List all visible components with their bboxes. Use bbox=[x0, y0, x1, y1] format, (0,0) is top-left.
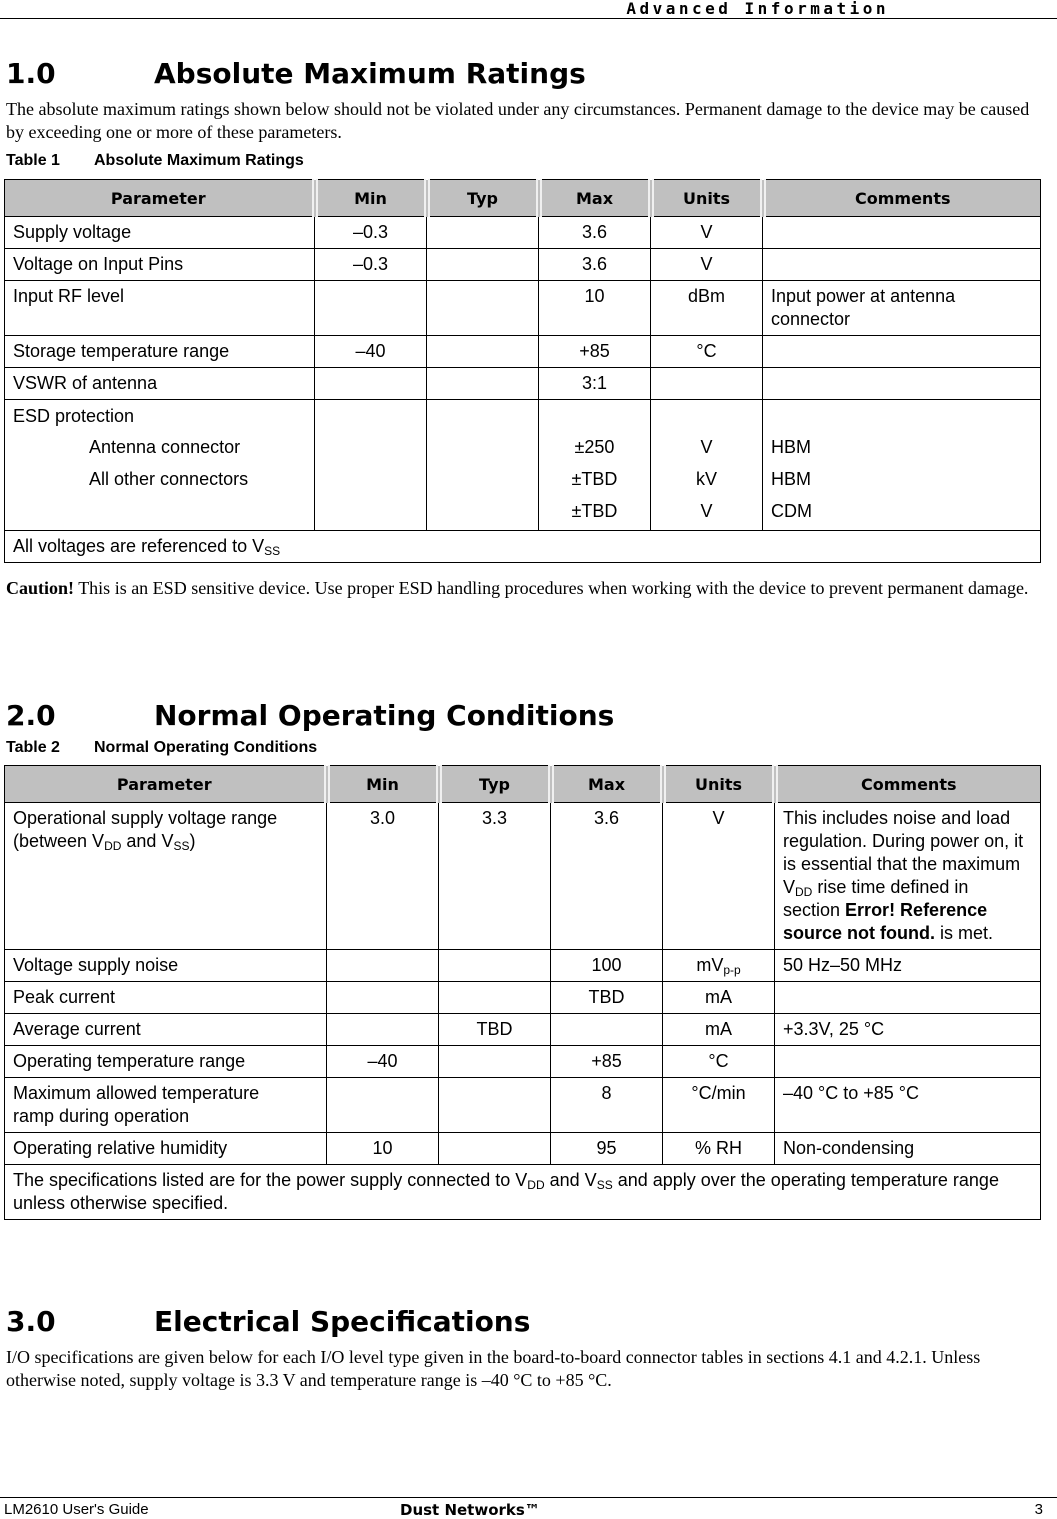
esd-comment-3: CDM bbox=[771, 501, 812, 521]
esd-comment-2: HBM bbox=[771, 469, 811, 489]
normal-operating-conditions-table bbox=[4, 765, 1041, 1220]
cell-comments: –40 °C to +85 °C bbox=[775, 1078, 1041, 1133]
table-row bbox=[5, 1046, 1041, 1078]
table-1-title: Absolute Maximum Ratings bbox=[94, 152, 304, 169]
col-header-max: Max bbox=[539, 180, 651, 217]
cell-units bbox=[651, 368, 763, 400]
cell-comments bbox=[775, 1046, 1041, 1078]
param-text-end: ) bbox=[189, 831, 196, 851]
table-row bbox=[5, 950, 1041, 982]
cell-typ: TBD bbox=[439, 1014, 551, 1046]
table-row bbox=[5, 982, 1041, 1014]
table-row bbox=[5, 1078, 1041, 1133]
footer-page-number: 3 bbox=[1034, 1501, 1043, 1518]
section-2-title: Normal Operating Conditions bbox=[154, 699, 615, 732]
cell-min bbox=[315, 368, 427, 400]
table-row bbox=[5, 336, 1041, 368]
col-header-units: Units bbox=[663, 766, 775, 803]
cell-typ bbox=[427, 400, 539, 531]
cell-typ bbox=[439, 1078, 551, 1133]
cell-min: –40 bbox=[315, 336, 427, 368]
absolute-max-ratings-table bbox=[4, 179, 1041, 563]
cell-min bbox=[327, 1014, 439, 1046]
esd-max-1: ±250 bbox=[574, 437, 615, 457]
cell-parameter: Voltage supply noise bbox=[5, 950, 327, 982]
cell-typ bbox=[427, 281, 539, 336]
cell-units: V bbox=[651, 249, 763, 281]
table-1-number: Table 1 bbox=[6, 152, 60, 169]
cell-typ bbox=[427, 336, 539, 368]
cell-typ bbox=[427, 368, 539, 400]
cell-min: –0.3 bbox=[315, 217, 427, 249]
esd-comment-1: HBM bbox=[771, 437, 811, 457]
cell-comments: 50 Hz–50 MHz bbox=[775, 950, 1041, 982]
section-2-number: 2.0 bbox=[6, 699, 56, 732]
section-1-number: 1.0 bbox=[6, 57, 56, 90]
cell-min: –40 bbox=[327, 1046, 439, 1078]
note-text-end: and apply over the operating temperature range unless otherwise specified. bbox=[13, 1170, 999, 1213]
esd-unit-3: V bbox=[700, 501, 713, 521]
cell-max: 3.6 bbox=[539, 249, 651, 281]
cell-comments bbox=[763, 217, 1041, 249]
section-2-heading bbox=[6, 699, 614, 733]
footer-company: Dust Networks™ bbox=[400, 1501, 540, 1519]
cell-units-esd bbox=[651, 400, 763, 531]
cell-min: –0.3 bbox=[315, 249, 427, 281]
cell-max: +85 bbox=[551, 1046, 663, 1078]
esd-antenna-connector: Antenna connector bbox=[89, 437, 241, 457]
table-1-note bbox=[5, 531, 1041, 563]
cell-typ bbox=[427, 217, 539, 249]
cell-units: mA bbox=[663, 982, 775, 1014]
cell-min: 10 bbox=[327, 1133, 439, 1165]
cell-typ bbox=[427, 249, 539, 281]
esd-unit-2: kV bbox=[695, 469, 717, 489]
caution-text: This is an ESD sensitive device. Use proper ESD handling procedures when working with the device to prevent permanent damage. bbox=[74, 578, 1029, 598]
cell-max: 10 bbox=[539, 281, 651, 336]
col-header-min: Min bbox=[327, 766, 439, 803]
esd-label: ESD protection bbox=[13, 406, 135, 426]
cell-max: +85 bbox=[539, 336, 651, 368]
col-header-units: Units bbox=[651, 180, 763, 217]
note-text: All voltages are referenced to V bbox=[13, 536, 265, 556]
cell-parameter-esd bbox=[5, 400, 315, 531]
cell-typ bbox=[439, 950, 551, 982]
param-text-mid: and V bbox=[121, 831, 174, 851]
cell-parameter: Storage temperature range bbox=[5, 336, 315, 368]
param-sub-ss: SS bbox=[173, 839, 190, 853]
table-header-row bbox=[5, 180, 1041, 217]
note-subscript: SS bbox=[264, 544, 281, 558]
table-row bbox=[5, 1133, 1041, 1165]
table-note-row bbox=[5, 1165, 1041, 1220]
esd-row bbox=[5, 400, 1041, 531]
cell-typ bbox=[439, 982, 551, 1014]
cell-units: °C/min bbox=[663, 1078, 775, 1133]
cell-typ bbox=[439, 1046, 551, 1078]
table-row bbox=[5, 281, 1041, 336]
cell-comments bbox=[775, 982, 1041, 1014]
comment-text-mid: rise time defined in section bbox=[783, 877, 969, 920]
table-1-caption bbox=[6, 151, 304, 171]
cell-units: V bbox=[651, 217, 763, 249]
caution-paragraph bbox=[6, 577, 1037, 600]
footer-rule bbox=[0, 1497, 1057, 1498]
param-sub-dd: DD bbox=[104, 839, 122, 853]
cell-min bbox=[315, 400, 427, 531]
table-note-row bbox=[5, 531, 1041, 563]
caution-label: Caution! bbox=[6, 578, 75, 598]
cell-comments bbox=[763, 336, 1041, 368]
units-sub-pp: p-p bbox=[723, 963, 741, 977]
footer-document-title: LM2610 User's Guide bbox=[4, 1501, 149, 1518]
cell-max: 95 bbox=[551, 1133, 663, 1165]
section-1-title: Absolute Maximum Ratings bbox=[154, 57, 586, 90]
cell-parameter: VSWR of antenna bbox=[5, 368, 315, 400]
esd-spacer bbox=[13, 495, 306, 527]
cell-parameter: Input RF level bbox=[5, 281, 315, 336]
comment-sub-dd: DD bbox=[795, 885, 813, 899]
col-header-parameter: Parameter bbox=[5, 180, 315, 217]
table-2-title: Normal Operating Conditions bbox=[94, 739, 318, 756]
cell-units: mA bbox=[663, 1014, 775, 1046]
section-3-intro: I/O specifications are given below for each I/O level type given in the board-to-board connector tables in sections 4.1 and 4.2.1. Unless otherwise noted, supply voltage is 3.3 V and temperature range is –40 °C to +85 °C. bbox=[6, 1347, 981, 1390]
cell-max-esd bbox=[539, 400, 651, 531]
col-header-min: Min bbox=[315, 180, 427, 217]
note-sub-ss: SS bbox=[596, 1178, 613, 1192]
cell-max: 3.6 bbox=[551, 803, 663, 950]
cell-parameter: Supply voltage bbox=[5, 217, 315, 249]
cell-comments: +3.3V, 25 °C bbox=[775, 1014, 1041, 1046]
cell-min bbox=[327, 1078, 439, 1133]
cell-units: °C bbox=[663, 1046, 775, 1078]
table-2-note bbox=[5, 1165, 1041, 1220]
cell-max: 8 bbox=[551, 1078, 663, 1133]
cell-comments: Input power at antenna connector bbox=[763, 281, 1041, 336]
comment-error-reference: Error! Reference source not found. bbox=[783, 900, 988, 943]
note-text-mid: and V bbox=[544, 1170, 597, 1190]
cell-parameter: Maximum allowed temperature ramp during operation bbox=[5, 1078, 327, 1133]
cell-max: 3:1 bbox=[539, 368, 651, 400]
cell-typ: 3.3 bbox=[439, 803, 551, 950]
table-row bbox=[5, 249, 1041, 281]
running-header: Advanced Information bbox=[626, 0, 889, 18]
note-sub-dd: DD bbox=[527, 1178, 545, 1192]
comment-text-end: is met. bbox=[935, 923, 994, 943]
units-text: mV bbox=[696, 955, 724, 975]
col-header-typ: Typ bbox=[439, 766, 551, 803]
cell-parameter bbox=[5, 803, 327, 950]
section-3-number: 3.0 bbox=[6, 1305, 56, 1338]
section-3-heading bbox=[6, 1305, 530, 1339]
cell-parameter: Voltage on Input Pins bbox=[5, 249, 315, 281]
cell-parameter: Operating relative humidity bbox=[5, 1133, 327, 1165]
cell-units: dBm bbox=[651, 281, 763, 336]
col-header-max: Max bbox=[551, 766, 663, 803]
cell-max: 3.6 bbox=[539, 217, 651, 249]
cell-comments bbox=[775, 803, 1041, 950]
esd-unit-1: V bbox=[700, 437, 713, 457]
cell-typ bbox=[439, 1133, 551, 1165]
cell-parameter: Peak current bbox=[5, 982, 327, 1014]
table-row bbox=[5, 803, 1041, 950]
table-row bbox=[5, 1014, 1041, 1046]
param-text: Operational supply voltage range (between V bbox=[13, 808, 278, 851]
comment-text: This includes noise and load regulation. During power on, it is essential that the maximum V bbox=[783, 808, 1024, 897]
cell-max bbox=[551, 1014, 663, 1046]
cell-parameter: Average current bbox=[5, 1014, 327, 1046]
section-1-intro: The absolute maximum ratings shown below should not be violated under any circumstances. Permanent damage to the device may be caused by exceeding one or more of these parameters. bbox=[6, 99, 1030, 142]
cell-min bbox=[315, 281, 427, 336]
cell-min: 3.0 bbox=[327, 803, 439, 950]
table-row bbox=[5, 217, 1041, 249]
cell-min bbox=[327, 982, 439, 1014]
cell-units: °C bbox=[651, 336, 763, 368]
esd-max-2: ±TBD bbox=[571, 469, 618, 489]
cell-min bbox=[327, 950, 439, 982]
cell-parameter: Operating temperature range bbox=[5, 1046, 327, 1078]
section-3-title: Electrical Specifications bbox=[154, 1305, 531, 1338]
cell-comments bbox=[763, 368, 1041, 400]
table-2-caption bbox=[6, 738, 317, 758]
esd-max-3: ±TBD bbox=[571, 501, 618, 521]
header-rule bbox=[0, 18, 1057, 19]
cell-max: 100 bbox=[551, 950, 663, 982]
section-1-heading bbox=[6, 57, 586, 91]
cell-units: % RH bbox=[663, 1133, 775, 1165]
col-header-comments: Comments bbox=[763, 180, 1041, 217]
col-header-parameter: Parameter bbox=[5, 766, 327, 803]
cell-units bbox=[663, 950, 775, 982]
cell-comments-esd bbox=[763, 400, 1041, 531]
note-text: The specifications listed are for the power supply connected to V bbox=[13, 1170, 528, 1190]
table-row bbox=[5, 368, 1041, 400]
table-header-row bbox=[5, 766, 1041, 803]
cell-comments: Non-condensing bbox=[775, 1133, 1041, 1165]
cell-comments bbox=[763, 249, 1041, 281]
cell-units: V bbox=[663, 803, 775, 950]
cell-max: TBD bbox=[551, 982, 663, 1014]
table-2-number: Table 2 bbox=[6, 739, 60, 756]
col-header-typ: Typ bbox=[427, 180, 539, 217]
col-header-comments: Comments bbox=[775, 766, 1041, 803]
esd-other-connectors: All other connectors bbox=[89, 469, 249, 489]
